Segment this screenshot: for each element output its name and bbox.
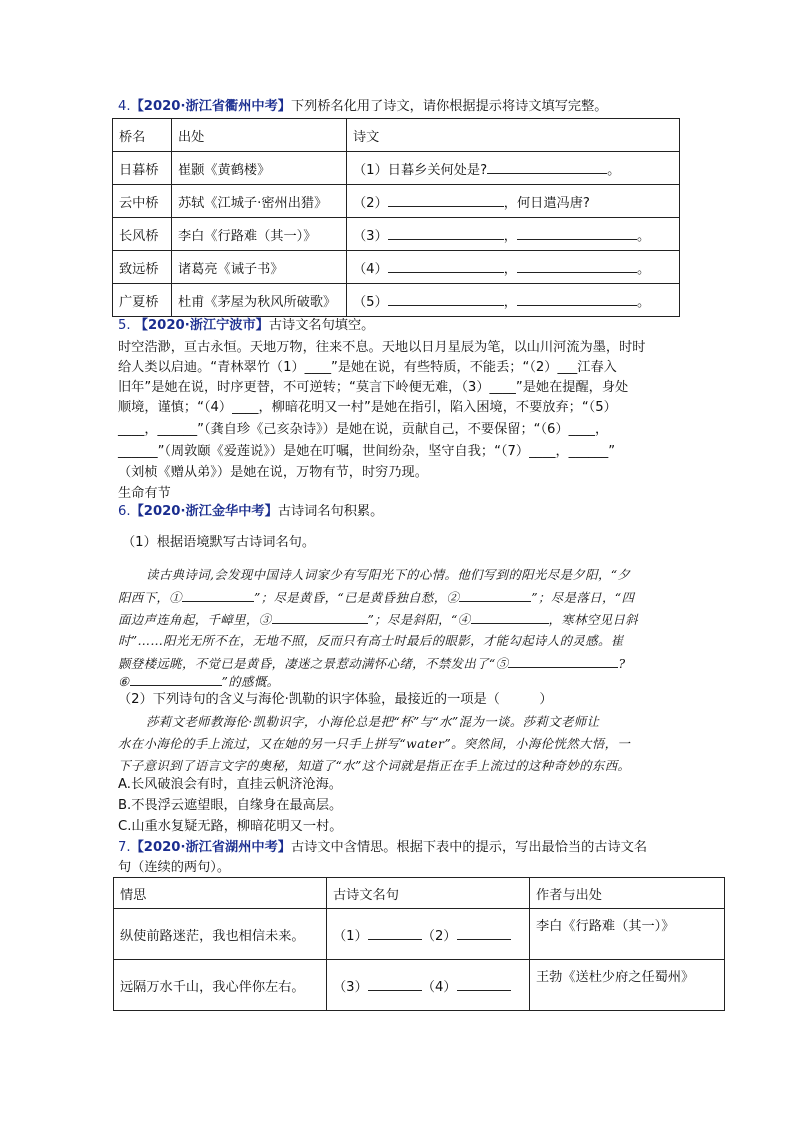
poem-source: 苏轼《江城子·密州出猎》 [172, 185, 347, 218]
header-cell: 作者与出处 [530, 878, 725, 909]
answer-blank[interactable] [388, 225, 504, 240]
q6-option-c[interactable]: C.山重水复疑无路，柳暗花明又一村。 [118, 819, 343, 834]
header-cell: 情思 [114, 878, 327, 909]
q5-source-tag: 【2020·浙江宁波市】 [134, 318, 269, 333]
passage-text: ? [618, 656, 626, 671]
q6-story-line: 下子意识到了语言文字的奥秘，知道了“水”这个词就是指正在手上流过的这种奇妙的东西。 [118, 758, 631, 773]
feeling-cell: 远隔万水千山，我心伴你左右。 [114, 960, 327, 1011]
poem-text: ， [503, 294, 517, 310]
table-row [114, 960, 725, 1011]
q5-text-line: 时空浩渺，亘古永恒。天地万物，往来不息。天地以日月星辰为笔，以山川河流为墨，时时 [118, 340, 646, 355]
answer-blank[interactable] [130, 671, 222, 686]
poem-line [347, 152, 680, 185]
poem-text: 。 [607, 162, 621, 178]
poem-text: 。 [636, 261, 651, 277]
poem-line [347, 284, 680, 317]
q5-prompt: 古诗文名句填空。 [268, 318, 375, 333]
passage-text: 颢登楼远眺，不觉已是黄昏，凄迷之景惹动满怀心绪，不禁发出了“⑤ [118, 656, 509, 671]
source-cell: 王勃《送杜少府之任蜀州》 [530, 960, 725, 1011]
poem-source: 李白《行路难（其一）》 [172, 218, 347, 251]
header-cell: 出处 [172, 119, 347, 152]
source-cell: 李白《行路难（其一）》 [530, 909, 725, 960]
poem-text: （1）日暮乡关何处是? [353, 162, 488, 178]
answer-blank[interactable] [457, 925, 511, 940]
bridge-name: 广夏桥 [113, 284, 172, 317]
q7-prompt-cont: 句（连续的两句）。 [118, 860, 231, 875]
poem-text: 。 [636, 228, 651, 244]
q6-option-a[interactable]: A.长风破浪会有时，直挂云帆济沧海。 [118, 777, 342, 792]
q6-number: 6. [118, 504, 131, 519]
bridge-name: 云中桥 [113, 185, 172, 218]
q5-text-line: 旧年”是她在说，时序更替，不可逆转；“莫言下岭便无难，（3）____”是她在提醒，身处 [118, 380, 629, 395]
passage-text: ”；尽是黄昏，“已是黄昏独自愁，② [253, 590, 460, 605]
q6-sub1: （1）根据语境默写古诗词名句。 [122, 535, 316, 550]
blank-label: （4） [421, 979, 457, 995]
table-row [113, 251, 680, 284]
poem-line [347, 251, 680, 284]
q6-heading [118, 502, 383, 522]
table-row [114, 909, 725, 960]
passage-text: ，寒林空见日斜 [548, 612, 639, 627]
table-row [113, 284, 680, 317]
passage-text: ⑥ [118, 674, 130, 689]
answer-blank[interactable] [388, 192, 504, 207]
poem-text: （2） [353, 195, 388, 211]
answer-blank[interactable] [517, 291, 637, 306]
q5-heading [118, 316, 374, 336]
poem-text: ， [503, 261, 517, 277]
q4-prompt: 下列桥名化用了诗文，请你根据提示将诗文填写完整。 [291, 99, 608, 114]
answer-blank[interactable] [368, 976, 422, 991]
q6-passage-line: 读古典诗词,会发现中国诗人词家少有写阳光下的心情。他们写到的阳光尽是夕阳，“夕 [146, 567, 631, 582]
passage-text: ”；尽是斜阳，“④ [367, 612, 471, 627]
q6-option-b[interactable]: B.不畏浮云遮望眼，自缘身在最高层。 [118, 798, 343, 813]
answer-blank[interactable] [272, 609, 368, 624]
header-cell: 古诗文名句 [327, 878, 530, 909]
answer-blank[interactable] [517, 258, 637, 273]
poem-line [347, 218, 680, 251]
passage-text: 阳西下，① [118, 590, 182, 605]
poem-text: ，何日遣冯唐? [503, 195, 590, 211]
q4-number: 4. [118, 99, 131, 114]
q7-source-tag: 【2020·浙江省湖州中考】 [130, 840, 291, 855]
q5-text-line: 给人类以启迪。“青林翠竹（1）____”是她在说，有些特质，不能丢；“（2）___江春入 [118, 360, 617, 375]
q5-text-line: 顺境，谨慎；“（4）____，柳暗花明又一村”是她在指引，陷入困境，不要放弃；“（5） [118, 400, 617, 415]
answer-cell [327, 960, 530, 1011]
bridge-name: 长风桥 [113, 218, 172, 251]
poem-source: 诸葛亮《诫子书》 [172, 251, 347, 284]
q5-number: 5. [118, 318, 131, 333]
header-cell: 诗文 [347, 119, 680, 152]
passage-text: 面边声连角起，千嶂里，③ [118, 612, 272, 627]
answer-blank[interactable] [388, 258, 504, 273]
blank-label: （1） [333, 928, 368, 944]
q4-table [112, 118, 680, 317]
poem-line [347, 185, 680, 218]
q6-sub2: （2）下列诗句的含义与海伦·凯勒的识字体验，最接近的一项是（ ） [118, 692, 553, 707]
q6-source-tag: 【2020·浙江金华中考】 [130, 504, 278, 519]
bridge-name: 致远桥 [113, 251, 172, 284]
poem-source: 杜甫《茅屋为秋风所破歌》 [172, 284, 347, 317]
q5-title-line: 生命有节 [118, 486, 171, 501]
poem-source: 崔颢《黄鹤楼》 [172, 152, 347, 185]
answer-blank[interactable] [182, 587, 254, 602]
q7-table [113, 877, 725, 1011]
blank-label: （3） [333, 979, 368, 995]
table-row [113, 218, 680, 251]
poem-text: 。 [636, 294, 651, 310]
table-row [113, 185, 680, 218]
answer-blank[interactable] [508, 653, 618, 668]
q4-source-tag: 【2020·浙江省衢州中考】 [130, 99, 291, 114]
table-header-row [114, 878, 725, 909]
feeling-cell: 纵使前路迷茫，我也相信未来。 [114, 909, 327, 960]
q6-prompt: 古诗词名句积累。 [277, 504, 384, 519]
q6-story-line: 水在小海伦的手上流过，又在她的另一只手上拼写“water”。突然间，小海伦恍然大悟，一 [118, 736, 631, 751]
answer-blank[interactable] [459, 587, 531, 602]
q7-number: 7. [118, 840, 131, 855]
answer-blank[interactable] [368, 925, 422, 940]
answer-blank[interactable] [457, 976, 511, 991]
poem-text: （4） [353, 261, 388, 277]
bridge-name: 日暮桥 [113, 152, 172, 185]
poem-text: （3） [353, 228, 388, 244]
table-row [113, 152, 680, 185]
answer-blank[interactable] [487, 159, 607, 174]
passage-text: ”的感慨。 [221, 674, 280, 689]
q6-passage-line: 时”……阳光无所不在，无地不照，反而只有高士时最后的眼影，才能勾起诗人的灵感。崔 [118, 633, 624, 648]
answer-blank[interactable] [517, 225, 637, 240]
q6-passage-line [118, 587, 634, 608]
answer-cell [327, 909, 530, 960]
passage-text: ”；尽是落日，“四 [531, 590, 635, 605]
poem-text: ， [503, 228, 517, 244]
q7-heading [118, 838, 647, 858]
header-cell: 桥名 [113, 119, 172, 152]
q5-text-line: ____，______”（龚自珍《己亥杂诗》）是她在说，贡献自己，不要保留；“（6）____， [118, 422, 609, 437]
answer-blank[interactable] [388, 291, 504, 306]
answer-blank[interactable] [471, 609, 549, 624]
q5-text-line: （刘桢《赠从弟》）是她在说，万物有节，时穷乃现。 [118, 465, 428, 480]
q7-prompt: 古诗文中含情思。根据下表中的提示，写出最恰当的古诗文名 [291, 840, 648, 855]
q6-passage-line [118, 671, 279, 692]
blank-label: （2） [421, 928, 457, 944]
q6-story-line: 莎莉文老师教海伦·凯勒识字，小海伦总是把“杯”与“水”混为一谈。莎莉文老师让 [146, 714, 600, 729]
q4-heading [118, 97, 608, 117]
q6-passage-line [118, 609, 638, 630]
poem-text: （5） [353, 294, 388, 310]
table-header-row [113, 119, 680, 152]
q5-text-line: ______”（周敦颐《爱莲说》）是她在叮嘱，世间纷杂，坚守自我；“（7）____，______” [118, 444, 616, 459]
